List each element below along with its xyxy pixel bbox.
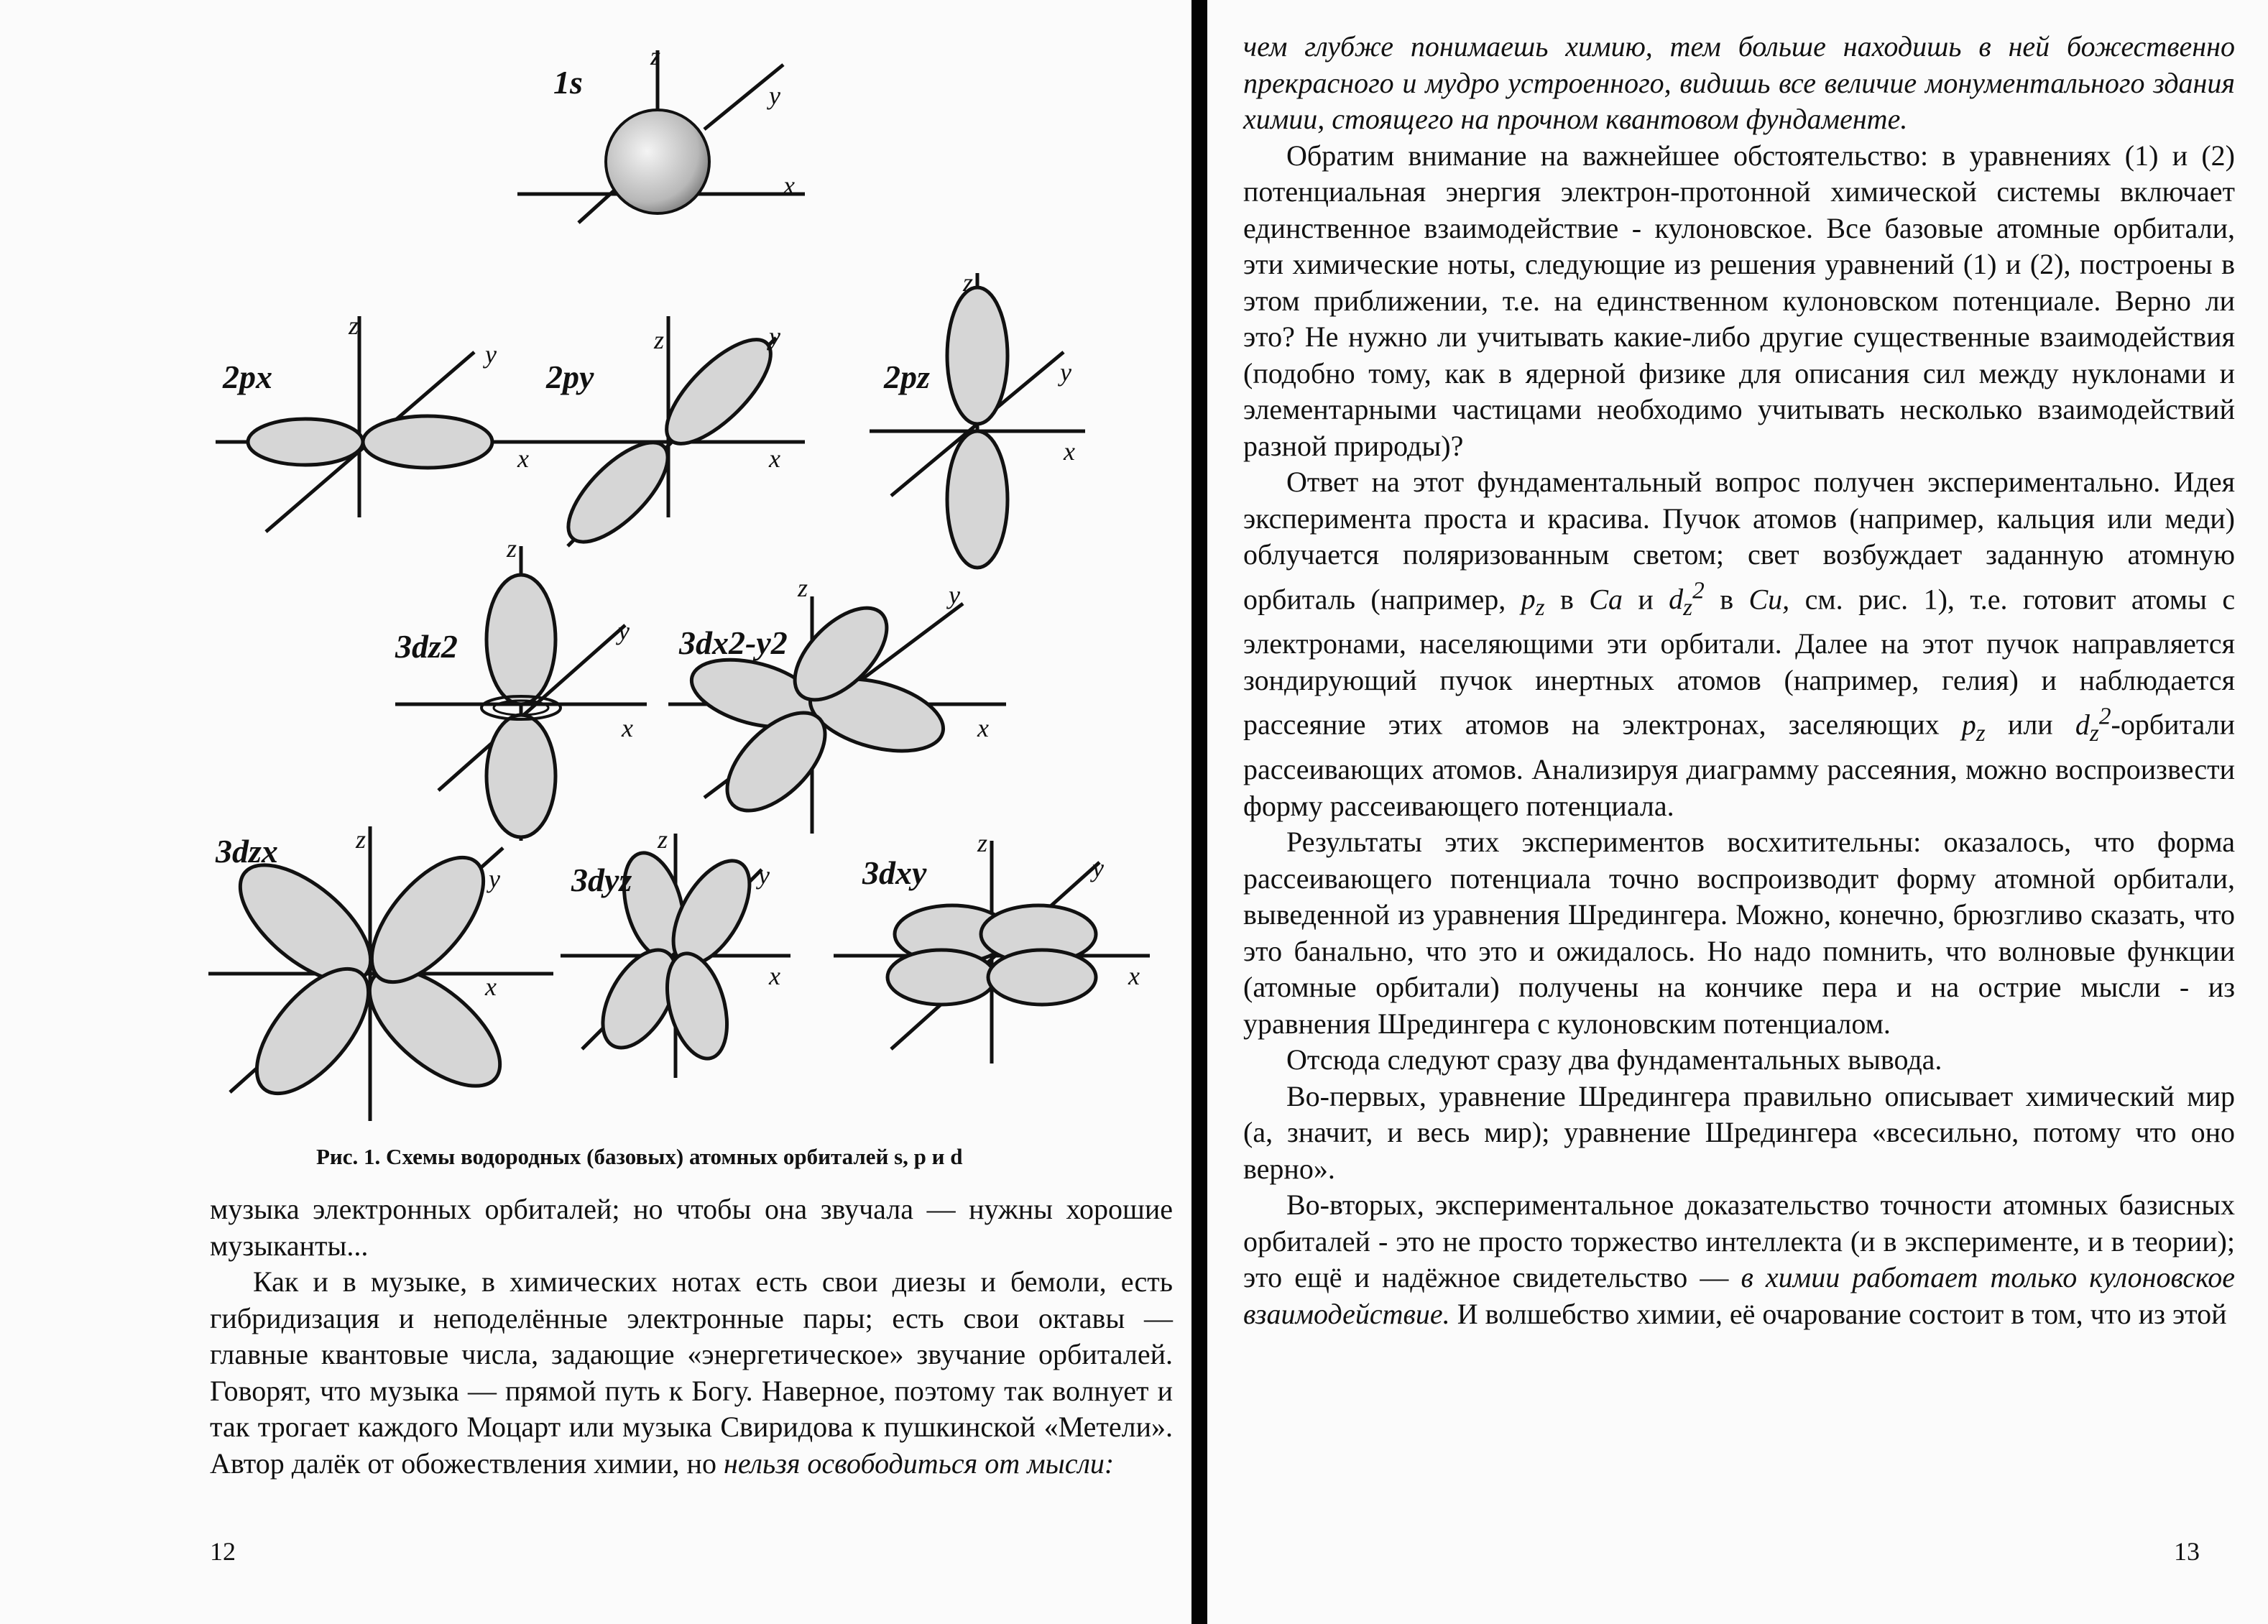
orbital-2px [216,311,539,532]
orbital-2py [539,316,805,558]
page-number: 12 [210,1537,236,1566]
paragraph: музыка электронных орбиталей; но чтобы она звучала — нужны хорошие музыканты... [210,1193,1173,1262]
svg-text:x: x [485,972,497,1001]
orbital-3dx2-y2 [668,573,1006,834]
paragraph: Как и в музыке, в химических нотах есть свои диезы и бемоли, есть гибридизация и неподелённые электронные пары; есть свои октавы — главные квантовые числа, задающие «энергетическое» звучание орбиталей. Говорят, что музыка — прямой путь к Богу. Наверное, поэтому так волнует и так трогает каждого Моцарт или музыка Свиридова к пушкинской «Метели». Автор далёк от обожествления химии, но нельзя освободиться от мысли: [210,1265,1173,1480]
orbital-3dyz [561,825,790,1078]
svg-text:x: x [622,714,633,742]
svg-text:x: x [1128,961,1140,990]
paragraph: Отсюда следуют сразу два фундаментальных вывода. [1286,1043,1942,1076]
svg-text:x: x [977,714,989,742]
paragraph: Ответ на этот фундаментальный вопрос получен экспериментально. Идея эксперимента проста и красива. Пучок атомов (например, кальция или меди) облучается поляризованным светом; свет возбуждает заданную атомную орбиталь (например, $p_z$ в Ca и $d_z^2$ в Cu, см. рис. 1), т.е. готовит атомы с электронами, населяющими эти орбитали. Далее на этот пучок направляется зондирующий пучок инертных атомов (например, гелия) и наблюдается рассеяние этих атомов на электронах, заселяющих $p_z$ или $d_z^2$-орбитали рассеивающих атомов. Анализируя диаграмму рассеяния, можно воспроизвести форму рассеивающего потенциала. [1243,466,2236,822]
label-3dyz: 3dyz [571,862,632,898]
svg-text:z: z [977,829,988,857]
label-2pz: 2pz [884,359,930,395]
orbital-1s [517,42,805,223]
orbital-3dzx [208,825,553,1121]
svg-text:z: z [963,268,974,297]
page-number: 13 [2174,1537,2200,1566]
axis-label-y: y [769,81,780,110]
orbital-3dxy [834,829,1150,1064]
orbital-2pz [870,268,1085,568]
svg-text:z: z [507,534,517,563]
orbital-3dz2 [395,534,647,841]
label-1s: 1s [553,64,583,101]
left-body-text [210,1191,1173,1482]
right-page [1207,0,2268,1624]
orbital-figure [180,29,1186,1150]
svg-text:z: z [356,825,367,854]
paragraph: Во-первых, уравнение Шредингера правильно описывает химический мир (а, значит, и весь мир); уравнение Шредингера «всесильно, потому что оно верно». [1243,1079,2235,1185]
paragraph: Обратим внимание на важнейшее обстоятельство: в уравнениях (1) и (2) потенциальная энергия электрон-протонной химической системы включает единственное взаимодействие - кулоновское. Все базовые атомные орбитали, эти химические ноты, следующие из решения уравнений (1) и (2), построены в этом приближении, т.е. на единственном кулоновском потенциале. Верно ли это? Не нужно ли учитывать какие-либо другие существенные взаимодействия (подобно тому, как в ядерной физике для описания сил между нуклонами и элементарными частицами необходимо учитывать несколько взаимодействий разной природы)? [1243,139,2235,462]
svg-text:z: z [798,573,808,602]
svg-text:x: x [769,444,780,473]
label-3dxy: 3dxy [862,854,927,891]
figure-caption: Рис. 1. Схемы водородных (базовых) атомных орбиталей s, p и d [316,1144,963,1169]
svg-text:y: y [489,864,500,893]
right-body-text [1243,29,2235,1332]
paragraph: чем глубже понимаешь химию, тем больше находишь в ней божественно прекрасного и мудро устроенного, видишь все величие монументального здания химии, стоящего на прочном квантовом фундаменте. [1243,30,2235,135]
svg-text:x: x [1064,437,1075,466]
svg-text:y: y [949,581,960,609]
svg-text:y: y [1092,854,1104,882]
label-3dx2-y2: 3dx2-y2 [679,624,788,661]
svg-text:y: y [758,861,770,890]
svg-text:x: x [769,961,780,990]
paragraph: Результаты этих экспериментов восхитительны: оказалось, что форма рассеивающего потенциала точно воспроизводит форму атомной орбитали, выведенной из уравнения Шредингера. Можно, конечно, брюзгливо сказать, что это банально, что это и ожидалось. Но надо помнить, что волновые функции (атомные орбитали) получены на кончике пера и на острие мысли - из уравнения Шредингера с кулоновским потенциалом. [1243,826,2235,1040]
label-2px: 2px [223,359,272,395]
svg-text:z: z [658,825,668,854]
label-2py: 2py [546,359,594,395]
svg-text:y: y [485,340,497,369]
axis-label-x: x [783,171,795,200]
label-3dzx: 3dzx [216,833,278,869]
book-gutter [1191,0,1207,1624]
svg-text:y: y [618,617,630,645]
svg-text:y: y [1060,358,1071,387]
label-3dz2: 3dz2 [395,628,458,665]
svg-text:z: z [349,311,359,340]
svg-text:z: z [654,326,665,354]
svg-text:y: y [769,322,780,351]
svg-text:x: x [517,444,529,473]
paragraph: Во-вторых, экспериментальное доказательство точности атомных базисных орбиталей - это не просто торжество интеллекта (и в эксперименте, и в теории); это ещё и надёжное свидетельство — в химии работает только кулоновское взаимодействие. И волшебство химии, её очарование состоит в том, что из этой [1243,1189,2236,1330]
axis-label-z: z [650,42,661,70]
